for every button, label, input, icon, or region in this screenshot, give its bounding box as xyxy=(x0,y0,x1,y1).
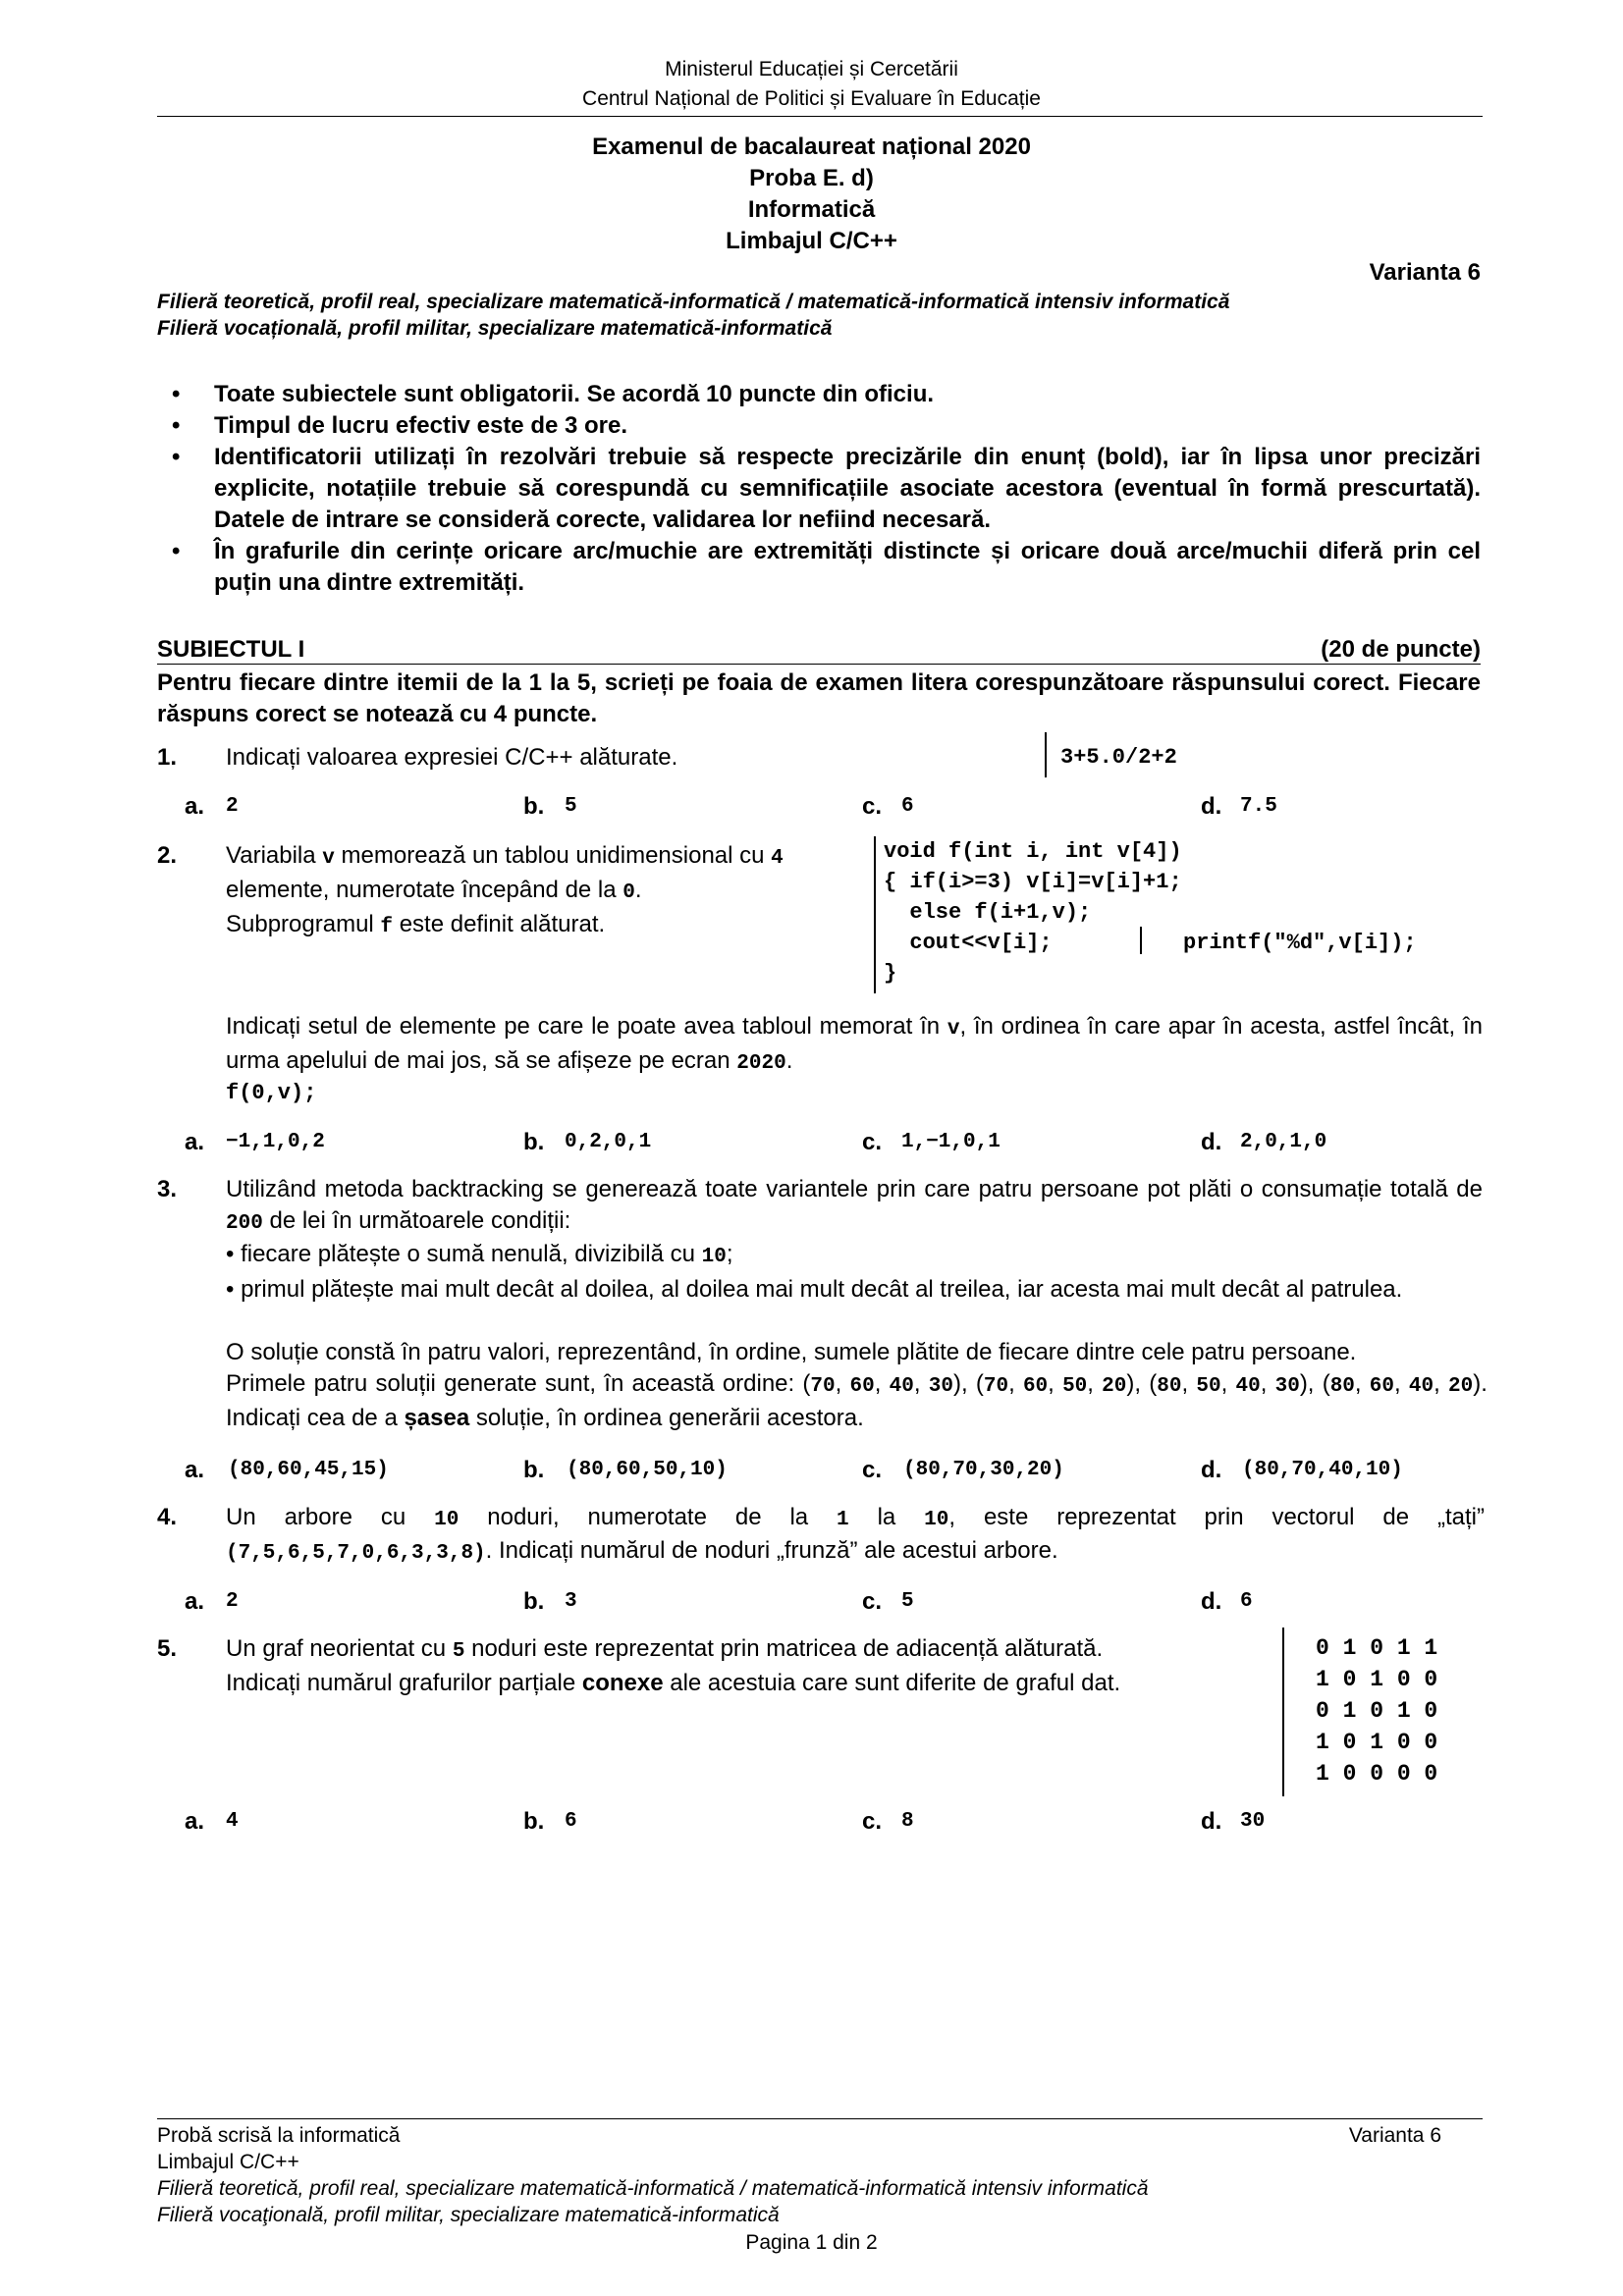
q2-qb: , în ordinea în care apar în acesta, astfel încât, în urma apelului de mai jos, să se afișeze pe ecran xyxy=(226,1013,1483,1074)
q1-number: 1. xyxy=(157,744,178,771)
q3-option-d: (80,70,40,10) xyxy=(1242,1459,1403,1481)
q3-s11: 40 xyxy=(1235,1375,1261,1398)
q3-p3c: soluție, în ordinea generării acestora. xyxy=(469,1405,864,1431)
q5-matrix-row: 0 1 0 1 0 xyxy=(1316,1698,1438,1724)
q5-matrix-divider xyxy=(1282,1628,1284,1796)
q3-solution-desc: O soluție constă în patru valori, reprezentând, în ordine, sumele plătite de fiecare dintre cele patru persoane. xyxy=(226,1339,1357,1365)
q2-option-c-letter: c. xyxy=(862,1129,883,1155)
q2-option-d-letter: d. xyxy=(1201,1129,1222,1155)
q5-option-c: 8 xyxy=(901,1810,914,1833)
q3-option-b: (80,60,50,10) xyxy=(567,1459,728,1481)
q1-option-c-letter: c. xyxy=(862,793,883,820)
q2-code-line-2: { if(i>=3) v[i]=v[i]+1; xyxy=(884,870,1182,894)
q1-option-b: 5 xyxy=(565,795,577,818)
q3-s10: 50 xyxy=(1196,1375,1221,1398)
q1-option-b-letter: b. xyxy=(523,793,545,820)
q2-code-line-3: else f(i+1,v); xyxy=(884,900,1092,925)
q2-option-b-letter: b. xyxy=(523,1129,545,1155)
exam-subject: Informatică xyxy=(747,196,876,223)
q4-number: 4. xyxy=(157,1504,178,1530)
exam-language: Limbajul C/C++ xyxy=(726,228,897,254)
q2-option-c: 1,−1,0,1 xyxy=(901,1131,1001,1153)
q3-s13: 80 xyxy=(1329,1375,1355,1398)
q3-condition-1 xyxy=(226,1239,733,1273)
q5-d: ale acestuia care sunt diferite de graful dat. xyxy=(663,1670,1121,1696)
filiera-2: Filieră vocațională, profil militar, specializare matematică-informatică xyxy=(157,317,833,340)
q4-ten: 10 xyxy=(924,1509,949,1531)
subject-instructions: Pentru fiecare dintre itemii de la 1 la 5, scrieți pe foaia de examen litera corespunzătoare răspunsului corect. Fiecare răspuns corect se notează cu 4 puncte. xyxy=(157,669,1481,727)
q2-code-line-1: void f(int i, int v[4]) xyxy=(884,839,1182,864)
q2-option-a-letter: a. xyxy=(185,1129,205,1155)
q3-s8: 20 xyxy=(1102,1375,1127,1398)
q2-code-separator xyxy=(1140,927,1142,954)
bullet-dot: • xyxy=(172,381,181,407)
q2-t3: elemente, numerotate începând de la xyxy=(226,877,623,903)
q2-code-line-4b: printf("%d",v[i]); xyxy=(1183,931,1417,955)
q5-five: 5 xyxy=(452,1640,465,1663)
q2-code-line-4a: cout<<v[i]; xyxy=(884,931,1053,955)
q3-sixth: șasea xyxy=(404,1405,470,1431)
q5-option-a-letter: a. xyxy=(185,1808,205,1835)
q2-var-v: v xyxy=(322,847,335,870)
q2-q-val: 2020 xyxy=(736,1052,786,1075)
q5-matrix-row: 1 0 1 0 0 xyxy=(1316,1667,1438,1692)
q1-option-c: 6 xyxy=(901,795,914,818)
q5-text xyxy=(226,1633,1281,1699)
q2-t2: memorează un tablou unidimensional cu xyxy=(334,842,772,869)
bullet-dot: • xyxy=(172,444,181,470)
q3-p1b: de lei în următoarele condiții: xyxy=(262,1207,571,1234)
footer-exam: Probă scrisă la informatică xyxy=(157,2124,401,2147)
subject-points: (20 de puncte) xyxy=(1321,636,1481,663)
header-divider xyxy=(157,116,1483,117)
q4-parent-vector: (7,5,6,5,7,0,6,3,3,8) xyxy=(226,1542,486,1565)
q5-option-c-letter: c. xyxy=(862,1808,883,1835)
q3-first-solutions: Primele patru soluții generate sunt, în această ordine: (70, 60, 40, 30), (70, 60, 50, 20), (80, 50, 40, 30), (80, 60, 40, 20). Indicați cea de a șasea soluție, în ordinea generării acestora. xyxy=(226,1370,1488,1431)
q4-option-c: 5 xyxy=(901,1590,914,1613)
q3-option-c: (80,70,30,20) xyxy=(903,1459,1064,1481)
q3-divisor: 10 xyxy=(701,1246,727,1268)
q2-qa: Indicați setul de elemente pe care le poate avea tabloul memorat în xyxy=(226,1013,947,1040)
q4-option-b-letter: b. xyxy=(523,1588,545,1615)
q4-option-d: 6 xyxy=(1240,1590,1253,1613)
q4-text-line-1 xyxy=(226,1502,1485,1536)
footer-variant: Varianta 6 xyxy=(1348,2124,1441,2147)
q4-option-b: 3 xyxy=(565,1590,577,1613)
footer-filiera-1: Filieră teoretică, profil real, specializare matematică-informatică / matematică-informatică intensiv informatică xyxy=(157,2177,1149,2200)
variant-label: Varianta 6 xyxy=(1369,259,1481,286)
ministry-name: Ministerul Educației și Cercetării xyxy=(665,58,958,80)
q3-s3: 40 xyxy=(889,1375,914,1398)
q3-intro xyxy=(226,1174,1483,1240)
q4-c: la xyxy=(848,1504,925,1530)
q3-s15: 40 xyxy=(1408,1375,1434,1398)
q3-s9: 80 xyxy=(1157,1375,1182,1398)
q3-option-a: (80,60,45,15) xyxy=(228,1459,389,1481)
q2-number: 2. xyxy=(157,842,178,869)
q2-zero: 0 xyxy=(622,881,635,904)
q3-s7: 50 xyxy=(1062,1375,1088,1398)
q4-option-c-letter: c. xyxy=(862,1588,883,1615)
q3-b1b: ; xyxy=(726,1241,733,1267)
q2-option-d: 2,0,1,0 xyxy=(1240,1131,1327,1153)
q3-s16: 20 xyxy=(1448,1375,1474,1398)
q4-text-line-2 xyxy=(226,1535,1485,1570)
subject-title: SUBIECTUL I xyxy=(157,636,305,663)
page-number: Pagina 1 din 2 xyxy=(745,2231,878,2254)
q5-option-b-letter: b. xyxy=(523,1808,545,1835)
q2-four: 4 xyxy=(771,847,784,870)
q3-total: 200 xyxy=(226,1212,263,1235)
q4-d: , este reprezentat prin vectorul de „tați” xyxy=(948,1504,1485,1530)
q2-call: f(0,v); xyxy=(226,1081,317,1105)
exam-title: Examenul de bacalaureat național 2020 xyxy=(592,133,1031,160)
subject-underline xyxy=(157,664,1481,665)
q3-s2: 60 xyxy=(849,1375,875,1398)
q5-matrix-row: 0 1 0 1 1 xyxy=(1316,1635,1438,1661)
bullet-dot: • xyxy=(172,412,181,439)
q3-s6: 60 xyxy=(1022,1375,1049,1398)
exam-subtitle: Proba E. d) xyxy=(749,165,874,191)
q4-one: 1 xyxy=(837,1509,849,1531)
q1-divider xyxy=(1045,732,1047,777)
q3-option-a-letter: a. xyxy=(185,1457,205,1483)
q2-func-f: f xyxy=(380,916,394,938)
q4-b: noduri, numerotate de la xyxy=(459,1504,838,1530)
q2-t4: . xyxy=(634,877,642,903)
q5-number: 5. xyxy=(157,1635,178,1662)
rule-4: În grafurile din cerințe oricare arc/muchie are extremități distincte și oricare două arce/muchii diferă prin cel puțin una dintre extremități. xyxy=(214,538,1481,596)
q1-option-a: 2 xyxy=(226,795,239,818)
q2-code-line-5: } xyxy=(884,961,897,986)
q5-option-b: 6 xyxy=(565,1810,577,1833)
rule-2: Timpul de lucru efectiv este de 3 ore. xyxy=(214,412,628,439)
q5-option-a: 4 xyxy=(226,1810,239,1833)
q2-t1: Variabila xyxy=(226,842,323,869)
q3-b1a: • fiecare plătește o sumă nenulă, divizibilă cu xyxy=(226,1241,702,1267)
q5-conexe: conexe xyxy=(581,1670,664,1696)
q3-option-d-letter: d. xyxy=(1201,1457,1222,1483)
q4-option-a-letter: a. xyxy=(185,1588,205,1615)
bullet-dot: • xyxy=(172,538,181,564)
q5-option-d: 30 xyxy=(1240,1810,1266,1833)
q2-text xyxy=(226,840,869,943)
q1-option-d: 7.5 xyxy=(1240,795,1277,818)
q2-option-b: 0,2,0,1 xyxy=(565,1131,652,1153)
q5-b: noduri este reprezentat prin matricea de adiacență alăturată. xyxy=(464,1635,1104,1662)
q1-option-d-letter: d. xyxy=(1201,793,1222,820)
q3-s5: 70 xyxy=(983,1375,1009,1398)
q2-q-v: v xyxy=(947,1018,960,1041)
footer-filiera-2: Filieră vocaţională, profil militar, specializare matematică-informatică xyxy=(157,2204,780,2226)
q2-option-a: −1,1,0,2 xyxy=(226,1131,325,1153)
q4-e: . Indicați numărul de noduri „frunză” ale acestui arbore. xyxy=(485,1537,1058,1564)
q3-p3a: Primele patru soluții generate sunt, în această ordine: ( xyxy=(226,1370,811,1397)
q3-option-c-letter: c. xyxy=(862,1457,883,1483)
filiera-1: Filieră teoretică, profil real, specializare matematică-informatică / matematică-informatică intensiv informatică xyxy=(157,291,1230,313)
q5-c: Indicați numărul grafurilor parțiale xyxy=(226,1670,582,1696)
q2-code-divider xyxy=(874,836,876,993)
q3-s1: 70 xyxy=(810,1375,836,1398)
q4-a: Un arbore cu xyxy=(226,1504,435,1530)
center-name: Centrul Național de Politici și Evaluare în Educație xyxy=(582,87,1041,110)
q2-question xyxy=(226,1011,1483,1080)
q4-option-a: 2 xyxy=(226,1590,239,1613)
q3-condition-2: • primul plătește mai mult decât al doilea, al doilea mai mult decât al treilea, iar acesta mai mult decât al patrulea. xyxy=(226,1276,1403,1303)
q3-s14: 60 xyxy=(1369,1375,1395,1398)
q5-option-d-letter: d. xyxy=(1201,1808,1222,1835)
q3-p3b: ). Indicați cea de a xyxy=(226,1370,1488,1431)
rule-1: Toate subiectele sunt obligatorii. Se acordă 10 puncte din oficiu. xyxy=(214,381,935,407)
q3-s4: 30 xyxy=(928,1375,953,1398)
q2-t5: Subprogramul xyxy=(226,911,381,937)
footer-language: Limbajul C/C++ xyxy=(157,2151,299,2173)
q2-t6: este definit alăturat. xyxy=(393,911,606,937)
q1-text: Indicați valoarea expresiei C/C++ alăturate. xyxy=(226,744,678,771)
footer-divider xyxy=(157,2118,1483,2119)
q3-p1a: Utilizând metoda backtracking se generează toate variantele prin care patru persoane pot plăti o consumație totală de xyxy=(226,1176,1483,1202)
q3-s12: 30 xyxy=(1274,1375,1300,1398)
q5-a: Un graf neorientat cu xyxy=(226,1635,453,1662)
rule-3: Identificatorii utilizați în rezolvări trebuie să respecte precizările din enunț (bold), iar în lipsa unor precizări explicite, notațiile trebuie să corespundă cu semnificațiile asociate acestora (eventual în formă prescurtată). Datele de intrare se consideră corecte, validarea lor nefiind necesară. xyxy=(214,444,1481,533)
q4-n: 10 xyxy=(434,1509,460,1531)
q3-number: 3. xyxy=(157,1176,178,1202)
q5-matrix-row: 1 0 1 0 0 xyxy=(1316,1730,1438,1755)
q1-option-a-letter: a. xyxy=(185,793,205,820)
q5-matrix-row: 1 0 0 0 0 xyxy=(1316,1761,1438,1787)
q1-expression: 3+5.0/2+2 xyxy=(1060,745,1177,770)
q2-qc: . xyxy=(785,1047,793,1074)
q3-option-b-letter: b. xyxy=(523,1457,545,1483)
q4-option-d-letter: d. xyxy=(1201,1588,1222,1615)
